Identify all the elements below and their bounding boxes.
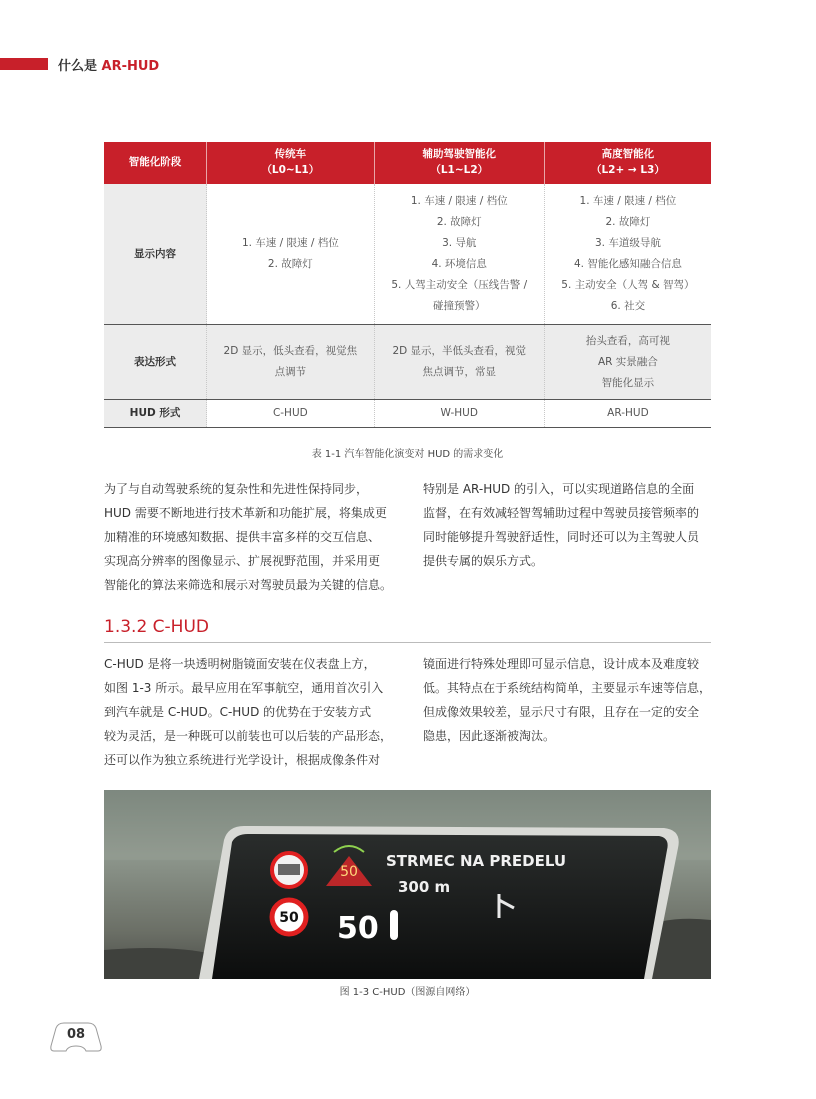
table-cell: W-HUD — [374, 400, 544, 428]
header-cell-advanced: 高度智能化 （L2+ → L3） — [544, 142, 711, 184]
paragraph-2-left: C-HUD 是将一块透明树脂镜面安装在仪表盘上方， 如图 1-3 所示。最早应用在军事航空，通用首次引入 到汽车就是 C-HUD。C-HUD 的优势在于安装方式 较为灵活，是一种既可以前装也可以后装的产品形态， 还可以作为独立系统进行光学设计，根据成像条件对 — [104, 657, 393, 767]
table-row-expression — [104, 325, 711, 400]
table-cell: 1. 车速 / 限速 / 档位 2. 故障灯 — [207, 184, 375, 325]
speed-limit-sign-icon — [272, 900, 306, 934]
table-row-display — [104, 184, 711, 325]
header-cell-assisted: 辅助驾驶智能化 （L1~L2） — [374, 142, 544, 184]
c-hud-illustration — [104, 790, 711, 979]
speed-limit-text: 50 — [279, 910, 299, 926]
row-label: 显示内容 — [104, 184, 207, 325]
c-hud-photo — [104, 790, 711, 979]
small-limit-text: 50 — [340, 864, 358, 880]
table-row-hud-form — [104, 400, 711, 428]
speed-bar — [390, 910, 398, 940]
header-accent-bar — [0, 58, 48, 70]
header-cell-traditional: 传统车 （L0~L1） — [207, 142, 375, 184]
section-heading: 1.3.2 C-HUD — [104, 617, 209, 637]
row-label: 表达形式 — [104, 325, 207, 400]
table-cell: 2D 显示，低头查看，视觉焦 点调节 — [207, 325, 375, 400]
table-cell: 2D 显示，半低头查看，视觉 焦点调节，常显 — [374, 325, 544, 400]
hud-comparison-table — [104, 142, 711, 428]
table-cell: 1. 车速 / 限速 / 档位 2. 故障灯 3. 导航 4. 环境信息 5. 人驾主动安全（压线告警 / 碰撞预警） — [374, 184, 544, 325]
figure-caption: 图 1-3 C-HUD（图源自网络） — [339, 987, 476, 998]
page-number: 08 — [66, 1027, 86, 1042]
table-header-row — [104, 142, 711, 184]
header-prefix: 什么是 — [58, 59, 102, 74]
table-cell: 1. 车速 / 限速 / 档位 2. 故障灯 3. 车道级导航 4. 智能化感知融合信息 5. 主动安全（人驾 & 智驾） 6. 社交 — [544, 184, 711, 325]
street-name-text: STRMEC NA PREDELU — [386, 852, 567, 870]
speed-camera-icon — [272, 853, 306, 887]
paragraph-1-left: 为了与自动驾驶系统的复杂性和先进性保持同步， HUD 需要不断地进行技术革新和功能扩展，将集成更 加精准的环境感知数据、提供丰富多样的交互信息、 实现高分辨率的图像显示、扩展视野范围，并采用更 智能化的算法来筛选和展示对驾驶员最为关键的信息。 — [104, 482, 393, 592]
header-accent: AR-HUD — [101, 59, 160, 74]
paragraph-1-right: 特别是 AR-HUD 的引入，可以实现道路信息的全面 监督，在有效减轻智驾辅助过程中驾驶员接管频率的 同时能够提升驾驶舒适性，同时还可以为主驾驶人员 提供专属的娱乐方式。 — [423, 482, 700, 568]
section-divider — [104, 642, 711, 643]
table-cell: 抬头查看，高可视 AR 实景融合 智能化显示 — [544, 325, 711, 400]
table-cell: C-HUD — [207, 400, 375, 428]
distance-text: 300 m — [398, 878, 451, 896]
header-cell-stage: 智能化阶段 — [104, 142, 207, 184]
current-speed-text: 50 — [337, 911, 379, 946]
table-caption: 表 1-1 汽车智能化演变对 HUD 的需求变化 — [311, 449, 504, 460]
paragraph-2-right: 镜面进行特殊处理即可显示信息，设计成本及难度较 低。其特点在于系统结构简单，主要显示车速等信息， 但成像效果较差，显示尺寸有限，且存在一定的安全 隐患，因此逐渐被淘汰。 — [423, 657, 712, 743]
running-header — [58, 55, 159, 74]
row-label: HUD 形式 — [104, 400, 207, 428]
table-cell: AR-HUD — [544, 400, 711, 428]
